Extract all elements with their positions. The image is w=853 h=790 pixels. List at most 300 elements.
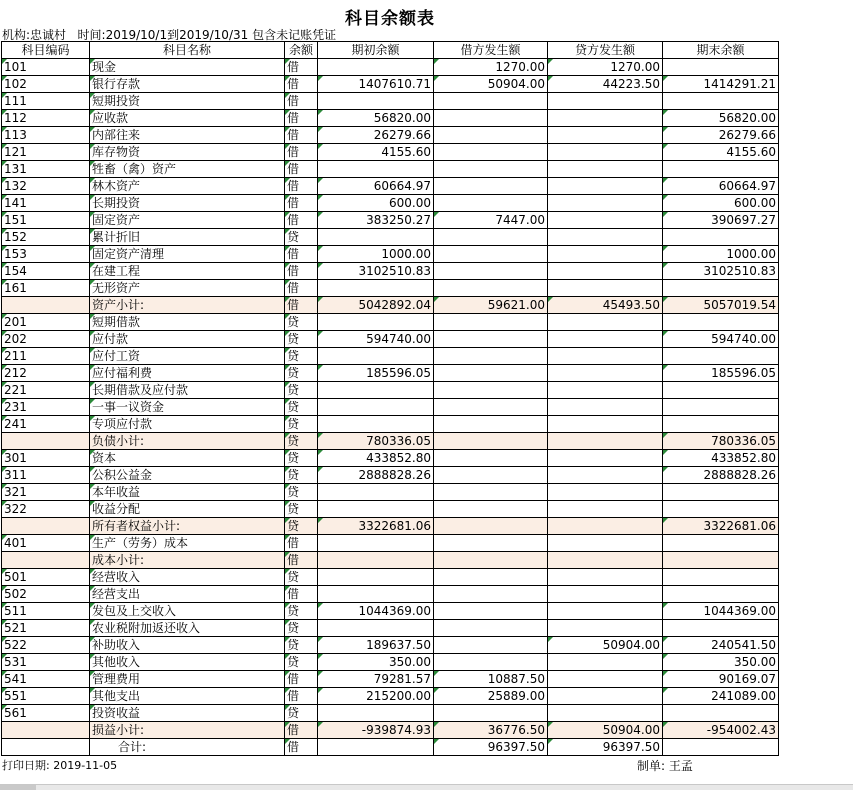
cell-debit[interactable] <box>434 501 548 518</box>
cell-closing[interactable] <box>663 654 779 671</box>
cell-closing[interactable] <box>663 416 779 433</box>
cell-name[interactable] <box>90 654 285 671</box>
cell-direction[interactable] <box>285 450 318 467</box>
cell-direction[interactable] <box>285 416 318 433</box>
cell-name[interactable] <box>90 399 285 416</box>
cell-code[interactable] <box>2 331 90 348</box>
cell-credit[interactable] <box>548 603 663 620</box>
cell-debit[interactable] <box>434 297 548 314</box>
cell-opening[interactable] <box>318 212 434 229</box>
cell-name[interactable] <box>90 569 285 586</box>
cell-direction[interactable] <box>285 467 318 484</box>
cell-opening[interactable] <box>318 705 434 722</box>
cell-credit-text: 96397.50 <box>602 739 660 754</box>
cell-direction[interactable] <box>285 59 318 76</box>
cell-direction-text: 贷 <box>287 433 300 448</box>
cell-direction[interactable] <box>285 671 318 688</box>
cell-opening[interactable] <box>318 348 434 365</box>
cell-credit[interactable] <box>548 144 663 161</box>
cell-credit[interactable] <box>548 178 663 195</box>
cell-debit[interactable] <box>434 178 548 195</box>
cell-code[interactable] <box>2 637 90 654</box>
cell-code[interactable] <box>2 654 90 671</box>
cell-code[interactable] <box>2 161 90 178</box>
cell-credit[interactable] <box>548 399 663 416</box>
cell-closing[interactable] <box>663 212 779 229</box>
cell-name[interactable] <box>90 722 285 739</box>
cell-name[interactable] <box>90 246 285 263</box>
cell-closing[interactable] <box>663 144 779 161</box>
cell-opening[interactable] <box>318 552 434 569</box>
cell-opening[interactable] <box>318 416 434 433</box>
cell-credit[interactable] <box>548 484 663 501</box>
cell-credit[interactable] <box>548 416 663 433</box>
scrollbar-thumb[interactable] <box>0 785 36 790</box>
cell-name[interactable] <box>90 110 285 127</box>
cell-credit[interactable] <box>548 586 663 603</box>
cell-opening[interactable] <box>318 450 434 467</box>
cell-closing[interactable] <box>663 535 779 552</box>
cell-credit[interactable] <box>548 212 663 229</box>
cell-direction[interactable] <box>285 501 318 518</box>
cell-name[interactable] <box>90 161 285 178</box>
cell-debit[interactable] <box>434 110 548 127</box>
cell-name[interactable] <box>90 297 285 314</box>
cell-code[interactable] <box>2 586 90 603</box>
cell-closing[interactable] <box>663 637 779 654</box>
cell-opening[interactable] <box>318 110 434 127</box>
cell-opening[interactable] <box>318 161 434 178</box>
cell-opening[interactable] <box>318 569 434 586</box>
cell-closing[interactable] <box>663 569 779 586</box>
cell-code[interactable] <box>2 467 90 484</box>
cell-direction[interactable] <box>285 382 318 399</box>
cell-code[interactable] <box>2 127 90 144</box>
cell-closing[interactable] <box>663 671 779 688</box>
cell-code[interactable] <box>2 263 90 280</box>
cell-name[interactable] <box>90 586 285 603</box>
cell-closing[interactable] <box>663 467 779 484</box>
cell-direction[interactable] <box>285 365 318 382</box>
cell-direction[interactable] <box>285 722 318 739</box>
cell-name-text: 一事一议资金 <box>92 399 165 414</box>
cell-closing[interactable] <box>663 348 779 365</box>
cell-name[interactable] <box>90 416 285 433</box>
cell-credit[interactable] <box>548 722 663 739</box>
cell-direction[interactable] <box>285 705 318 722</box>
cell-name[interactable] <box>90 331 285 348</box>
cell-debit[interactable] <box>434 569 548 586</box>
cell-code[interactable] <box>2 93 90 110</box>
cell-direction[interactable] <box>285 637 318 654</box>
cell-closing[interactable] <box>663 127 779 144</box>
cell-debit[interactable] <box>434 416 548 433</box>
table-row <box>2 229 779 246</box>
cell-opening[interactable] <box>318 280 434 297</box>
cell-direction[interactable] <box>285 331 318 348</box>
period-note: 包含未记账凭证 <box>252 28 337 42</box>
cell-opening[interactable] <box>318 246 434 263</box>
cell-name[interactable] <box>90 535 285 552</box>
cell-opening[interactable] <box>318 93 434 110</box>
cell-debit[interactable] <box>434 59 548 76</box>
cell-credit[interactable] <box>548 705 663 722</box>
cell-credit[interactable] <box>548 739 663 756</box>
cell-opening-text: 60664.97 <box>373 178 431 193</box>
cell-credit[interactable] <box>548 535 663 552</box>
cell-debit[interactable] <box>434 603 548 620</box>
cell-closing[interactable] <box>663 76 779 93</box>
cell-name[interactable] <box>90 144 285 161</box>
cell-closing[interactable] <box>663 59 779 76</box>
cell-code[interactable] <box>2 552 90 569</box>
cell-code[interactable] <box>2 518 90 535</box>
cell-closing[interactable] <box>663 195 779 212</box>
cell-opening[interactable] <box>318 535 434 552</box>
cell-debit[interactable] <box>434 535 548 552</box>
cell-opening[interactable] <box>318 484 434 501</box>
cell-name[interactable] <box>90 93 285 110</box>
cell-closing[interactable] <box>663 518 779 535</box>
cell-credit[interactable] <box>548 433 663 450</box>
cell-direction[interactable] <box>285 433 318 450</box>
cell-code[interactable] <box>2 433 90 450</box>
cell-direction[interactable] <box>285 178 318 195</box>
cell-credit[interactable] <box>548 161 663 178</box>
cell-credit[interactable] <box>548 671 663 688</box>
cell-debit[interactable] <box>434 722 548 739</box>
table-row <box>2 484 779 501</box>
cell-code[interactable] <box>2 688 90 705</box>
cell-opening[interactable] <box>318 518 434 535</box>
cell-direction[interactable] <box>285 127 318 144</box>
cell-direction[interactable] <box>285 229 318 246</box>
cell-direction[interactable] <box>285 93 318 110</box>
cell-code-text: 212 <box>4 365 27 380</box>
cell-name[interactable] <box>90 467 285 484</box>
cell-debit[interactable] <box>434 76 548 93</box>
cell-code[interactable] <box>2 348 90 365</box>
cell-closing[interactable] <box>663 161 779 178</box>
cell-code[interactable] <box>2 705 90 722</box>
cell-closing[interactable] <box>663 110 779 127</box>
cell-opening[interactable] <box>318 722 434 739</box>
cell-direction[interactable] <box>285 535 318 552</box>
cell-name[interactable] <box>90 484 285 501</box>
cell-code[interactable] <box>2 365 90 382</box>
cell-debit[interactable] <box>434 688 548 705</box>
cell-opening[interactable] <box>318 399 434 416</box>
cell-closing[interactable] <box>663 382 779 399</box>
cell-debit[interactable] <box>434 365 548 382</box>
cell-debit[interactable] <box>434 144 548 161</box>
cell-code[interactable] <box>2 195 90 212</box>
cell-direction[interactable] <box>285 297 318 314</box>
cell-code[interactable] <box>2 280 90 297</box>
cell-code[interactable] <box>2 110 90 127</box>
cell-credit[interactable] <box>548 569 663 586</box>
cell-debit[interactable] <box>434 450 548 467</box>
cell-code[interactable] <box>2 722 90 739</box>
cell-debit[interactable] <box>434 399 548 416</box>
cell-direction[interactable] <box>285 314 318 331</box>
cell-debit[interactable] <box>434 331 548 348</box>
cell-name[interactable] <box>90 552 285 569</box>
cell-direction[interactable] <box>285 348 318 365</box>
cell-closing[interactable] <box>663 246 779 263</box>
cell-code[interactable] <box>2 416 90 433</box>
cell-closing[interactable] <box>663 705 779 722</box>
cell-credit[interactable] <box>548 348 663 365</box>
cell-opening[interactable] <box>318 178 434 195</box>
cell-debit[interactable] <box>434 314 548 331</box>
cell-closing[interactable] <box>663 93 779 110</box>
cell-debit[interactable] <box>434 246 548 263</box>
cell-opening[interactable] <box>318 144 434 161</box>
cell-debit[interactable] <box>434 467 548 484</box>
cell-opening[interactable] <box>318 365 434 382</box>
cell-opening[interactable] <box>318 501 434 518</box>
cell-closing[interactable] <box>663 450 779 467</box>
cell-code[interactable] <box>2 671 90 688</box>
cell-direction[interactable] <box>285 110 318 127</box>
cell-opening[interactable] <box>318 603 434 620</box>
cell-credit[interactable] <box>548 297 663 314</box>
cell-closing[interactable] <box>663 331 779 348</box>
cell-code-text: 301 <box>4 450 27 465</box>
cell-closing[interactable] <box>663 552 779 569</box>
cell-opening[interactable] <box>318 314 434 331</box>
cell-closing[interactable] <box>663 433 779 450</box>
cell-direction[interactable] <box>285 280 318 297</box>
cell-debit[interactable] <box>434 212 548 229</box>
cell-opening[interactable] <box>318 637 434 654</box>
cell-name[interactable] <box>90 671 285 688</box>
cell-direction[interactable] <box>285 399 318 416</box>
cell-credit[interactable] <box>548 688 663 705</box>
cell-direction[interactable] <box>285 144 318 161</box>
cell-direction[interactable] <box>285 620 318 637</box>
cell-direction[interactable] <box>285 246 318 263</box>
cell-code[interactable] <box>2 212 90 229</box>
cell-debit[interactable] <box>434 348 548 365</box>
cell-direction[interactable] <box>285 76 318 93</box>
cell-opening[interactable] <box>318 467 434 484</box>
cell-code[interactable] <box>2 297 90 314</box>
cell-closing[interactable] <box>663 603 779 620</box>
cell-name[interactable] <box>90 314 285 331</box>
cell-credit[interactable] <box>548 620 663 637</box>
cell-debit[interactable] <box>434 433 548 450</box>
cell-opening[interactable] <box>318 586 434 603</box>
cell-opening[interactable] <box>318 382 434 399</box>
cell-code[interactable] <box>2 501 90 518</box>
cell-credit[interactable] <box>548 450 663 467</box>
cell-debit[interactable] <box>434 586 548 603</box>
cell-opening[interactable] <box>318 76 434 93</box>
cell-debit[interactable] <box>434 671 548 688</box>
cell-opening[interactable] <box>318 297 434 314</box>
cell-name-text: 生产（劳务）成本 <box>92 535 189 550</box>
cell-debit[interactable] <box>434 739 548 756</box>
cell-closing[interactable] <box>663 722 779 739</box>
cell-credit[interactable] <box>548 365 663 382</box>
cell-credit[interactable] <box>548 195 663 212</box>
cell-code[interactable] <box>2 535 90 552</box>
cell-opening[interactable] <box>318 195 434 212</box>
cell-name[interactable] <box>90 178 285 195</box>
cell-code[interactable] <box>2 314 90 331</box>
cell-closing[interactable] <box>663 739 779 756</box>
cell-opening[interactable] <box>318 433 434 450</box>
cell-credit[interactable] <box>548 127 663 144</box>
cell-direction[interactable] <box>285 586 318 603</box>
cell-opening[interactable] <box>318 263 434 280</box>
cell-name[interactable] <box>90 280 285 297</box>
cell-name[interactable] <box>90 59 285 76</box>
cell-opening[interactable] <box>318 127 434 144</box>
cell-credit[interactable] <box>548 637 663 654</box>
cell-direction[interactable] <box>285 518 318 535</box>
cell-credit[interactable] <box>548 382 663 399</box>
cell-code[interactable] <box>2 399 90 416</box>
cell-closing[interactable] <box>663 229 779 246</box>
cell-code[interactable] <box>2 450 90 467</box>
cell-closing[interactable] <box>663 501 779 518</box>
cell-debit[interactable] <box>434 620 548 637</box>
cell-opening[interactable] <box>318 654 434 671</box>
cell-debit[interactable] <box>434 229 548 246</box>
cell-name[interactable] <box>90 365 285 382</box>
cell-closing[interactable] <box>663 365 779 382</box>
cell-opening[interactable] <box>318 739 434 756</box>
cell-name[interactable] <box>90 433 285 450</box>
cell-name[interactable] <box>90 450 285 467</box>
cell-name[interactable] <box>90 229 285 246</box>
horizontal-scrollbar[interactable] <box>0 784 853 790</box>
cell-name[interactable] <box>90 127 285 144</box>
cell-credit[interactable] <box>548 314 663 331</box>
cell-opening[interactable] <box>318 688 434 705</box>
cell-opening[interactable] <box>318 59 434 76</box>
cell-direction[interactable] <box>285 161 318 178</box>
cell-name[interactable] <box>90 688 285 705</box>
cell-direction[interactable] <box>285 603 318 620</box>
cell-code[interactable] <box>2 569 90 586</box>
cell-direction[interactable] <box>285 212 318 229</box>
cell-name[interactable] <box>90 637 285 654</box>
cell-credit[interactable] <box>548 110 663 127</box>
cell-code[interactable] <box>2 178 90 195</box>
cell-name[interactable] <box>90 76 285 93</box>
cell-code[interactable] <box>2 76 90 93</box>
cell-debit[interactable] <box>434 263 548 280</box>
cell-debit[interactable] <box>434 637 548 654</box>
cell-debit[interactable] <box>434 654 548 671</box>
cell-closing[interactable] <box>663 178 779 195</box>
cell-credit[interactable] <box>548 280 663 297</box>
cell-closing[interactable] <box>663 263 779 280</box>
cell-debit[interactable] <box>434 518 548 535</box>
cell-name[interactable] <box>90 348 285 365</box>
cell-opening[interactable] <box>318 671 434 688</box>
cell-code[interactable] <box>2 382 90 399</box>
cell-debit[interactable] <box>434 93 548 110</box>
cell-debit[interactable] <box>434 552 548 569</box>
cell-code[interactable] <box>2 229 90 246</box>
cell-credit[interactable] <box>548 552 663 569</box>
cell-credit[interactable] <box>548 654 663 671</box>
cell-name[interactable] <box>90 705 285 722</box>
cell-debit[interactable] <box>434 705 548 722</box>
cell-credit[interactable] <box>548 263 663 280</box>
cell-direction[interactable] <box>285 484 318 501</box>
cell-credit[interactable] <box>548 518 663 535</box>
cell-closing[interactable] <box>663 280 779 297</box>
cell-direction[interactable] <box>285 688 318 705</box>
cell-direction[interactable] <box>285 552 318 569</box>
cell-code[interactable] <box>2 144 90 161</box>
cell-debit[interactable] <box>434 280 548 297</box>
cell-name[interactable] <box>90 263 285 280</box>
cell-credit[interactable] <box>548 93 663 110</box>
cell-name[interactable] <box>90 382 285 399</box>
cell-closing[interactable] <box>663 586 779 603</box>
cell-debit[interactable] <box>434 484 548 501</box>
cell-closing[interactable] <box>663 399 779 416</box>
cell-code[interactable] <box>2 484 90 501</box>
cell-credit[interactable] <box>548 229 663 246</box>
cell-closing[interactable] <box>663 688 779 705</box>
cell-opening[interactable] <box>318 620 434 637</box>
cell-opening[interactable] <box>318 331 434 348</box>
cell-credit[interactable] <box>548 76 663 93</box>
cell-direction[interactable] <box>285 654 318 671</box>
cell-name[interactable] <box>90 518 285 535</box>
cell-debit[interactable] <box>434 127 548 144</box>
cell-debit[interactable] <box>434 382 548 399</box>
cell-direction[interactable] <box>285 739 318 756</box>
cell-name[interactable] <box>90 501 285 518</box>
cell-closing[interactable] <box>663 620 779 637</box>
cell-debit[interactable] <box>434 195 548 212</box>
cell-closing[interactable] <box>663 314 779 331</box>
cell-credit[interactable] <box>548 59 663 76</box>
cell-closing[interactable] <box>663 484 779 501</box>
cell-code[interactable] <box>2 739 90 756</box>
cell-code[interactable] <box>2 620 90 637</box>
cell-credit[interactable] <box>548 246 663 263</box>
cell-name[interactable] <box>90 212 285 229</box>
cell-credit[interactable] <box>548 467 663 484</box>
cell-name[interactable] <box>90 739 285 756</box>
cell-name[interactable] <box>90 603 285 620</box>
cell-credit[interactable] <box>548 501 663 518</box>
cell-name[interactable] <box>90 620 285 637</box>
cell-debit-text: 50904.00 <box>487 76 545 91</box>
cell-name[interactable] <box>90 195 285 212</box>
cell-code[interactable] <box>2 59 90 76</box>
cell-debit[interactable] <box>434 161 548 178</box>
cell-direction[interactable] <box>285 569 318 586</box>
cell-code[interactable] <box>2 603 90 620</box>
cell-closing[interactable] <box>663 297 779 314</box>
cell-code[interactable] <box>2 246 90 263</box>
cell-opening[interactable] <box>318 229 434 246</box>
cell-direction[interactable] <box>285 195 318 212</box>
cell-direction[interactable] <box>285 263 318 280</box>
cell-credit[interactable] <box>548 331 663 348</box>
